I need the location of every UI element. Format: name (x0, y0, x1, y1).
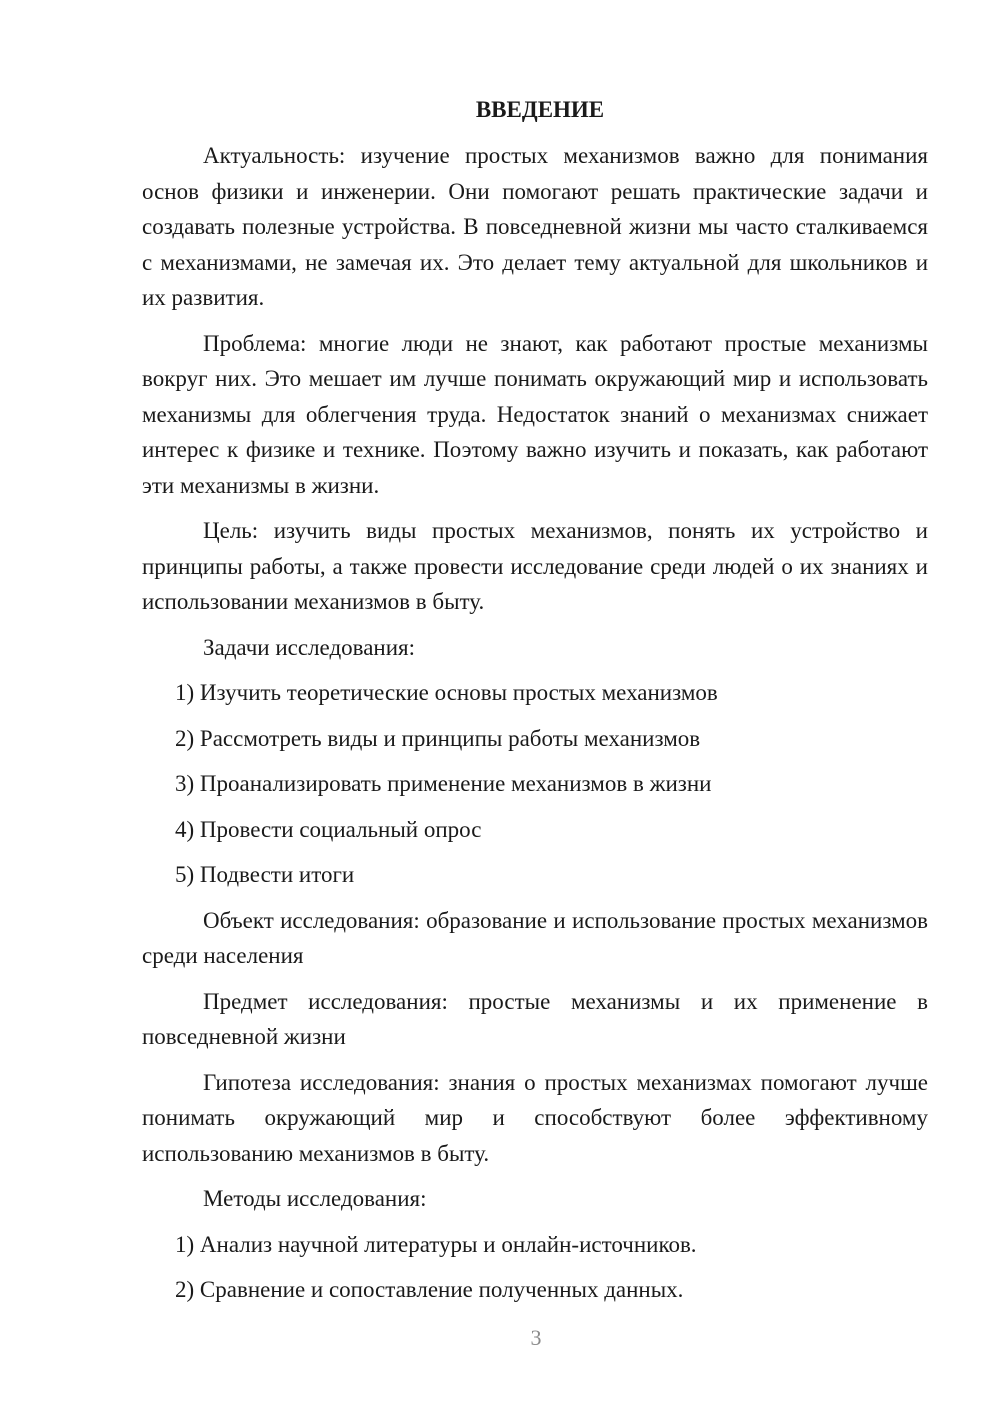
methods-list (142, 1227, 928, 1308)
goal-paragraph: Цель: изучить виды простых механизмов, понять их устройство и принципы работы, а также провести исследование среди людей о их знаниях и использовании механизмов в быту. (142, 518, 928, 614)
list-item: 2) Рассмотреть виды и принципы работы механизмов (175, 725, 701, 751)
page-content (142, 92, 928, 1318)
list-item: 1) Изучить теоретические основы простых механизмов (175, 680, 718, 705)
hypothesis-paragraph: Гипотеза исследования: знания о простых механизмах помогают лучше понимать окружающий мир и способствуют более эффективному использованию механизмов в быту. (142, 1069, 928, 1166)
relevance-paragraph: Актуальность: изучение простых механизмов важно для понимания основ физики и инженерии. Они помогают решать практические задачи и создавать полезные устройства. В повседневной жизни мы часто сталкиваемся с механизмами, не замечая их. Это делает тему актуальной для школьников и их развития. (142, 143, 928, 310)
page-number: 3 (530, 1325, 542, 1350)
problem-paragraph: Проблема: многие люди не знают, как работают простые механизмы вокруг них. Это мешает им лучше понимать окружающий мир и использовать механизмы для облегчения труда. Недостаток знаний о механизмах снижает интерес к физике и технике. Поэтому важно изучить и показать, как работают эти механизмы в жизни. (142, 330, 928, 498)
list-item: 3) Проанализировать применение механизмов в жизни (175, 771, 712, 796)
subject-paragraph: Предмет исследования: простые механизмы и их применение в повседневной жизни (142, 988, 928, 1049)
methods-heading: Методы исследования: (203, 1186, 427, 1211)
list-item: 2) Сравнение и сопоставление полученных данных. (175, 1277, 684, 1302)
tasks-heading: Задачи исследования: (203, 634, 416, 660)
list-item: 4) Провести социальный опрос (175, 816, 482, 842)
object-paragraph: Объект исследования: образование и использование простых механизмов среди населения (142, 907, 928, 968)
tasks-list (142, 675, 928, 893)
list-item: 1) Анализ научной литературы и онлайн-источников. (175, 1231, 697, 1257)
list-item: 5) Подвести итоги (175, 862, 355, 887)
page-title: ВВЕДЕНИЕ (475, 97, 605, 122)
